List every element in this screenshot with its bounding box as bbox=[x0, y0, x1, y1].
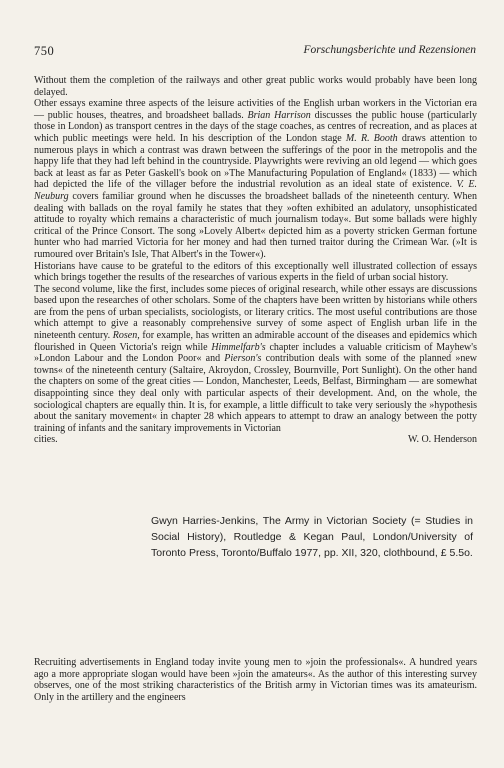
author-name: Himmelfarb's bbox=[211, 341, 266, 353]
author-name: V. E. Neuburg bbox=[34, 179, 477, 202]
paragraph: Historians have cause to be grateful to the editors of this exceptionally well illustrated collection of essays which brings together the results of the researches of various experts in the field of urban social history. bbox=[34, 260, 477, 284]
review-body-1 bbox=[34, 75, 477, 446]
review-body-2 bbox=[34, 657, 477, 703]
signature-line bbox=[34, 434, 477, 446]
page-number: 750 bbox=[34, 44, 55, 58]
author-name: Pierson's bbox=[224, 353, 262, 365]
running-head: Forschungsberichte und Rezensionen bbox=[303, 44, 476, 56]
paragraph: The second volume, like the first, includes some pieces of original research, while other essays are discussions based upon the researches of other scholars. Some of the chapters have been written by historians while others are from the pens of urban specialists, sociologists, or literary critics. The most useful contributions are those which attempt to give a reasonably comprehensive survey of some aspect of English urban life in the nineteenth century. Rosen, for example, has written an admirable account of the diseases and epidemics which flourished in Queen Victoria's reign while Himmelfarb's chapter includes a valuable criticism of Mayhew's »London Labour and the London Poor« and Pierson's contribution deals with some of the planned »new towns« of the nineteenth century (Saltaire, Akroydon, Crossley, Bournville, Port Sunlight). On the other hand the chapters on some of the great cities — London, Manchester, Leeds, Belfast, Birmingham — are somewhat disappointing since they deal only with particular aspects of their development. And, on the whole, the sociological chapters are equally thin. It is, for example, a little difficult to take very seriously the »hypothesis about the sanitary movement« in chapter 28 which appears to attempt to draw an analogy between the potty training of infants and the sanitary improvements in Victorian bbox=[34, 283, 477, 434]
paragraph: Without them the completion of the railways and other great public works would probably have been long delayed. bbox=[34, 75, 477, 98]
author-name: Brian Harrison bbox=[247, 109, 311, 121]
paragraph: Other essays examine three aspects of the leisure activities of the English urban workers in the Victorian era — public houses, theatres, and broadsheet ballads. Brian Harrison discusses the public house (particularly those in London) as transport centres in the days of the stage coaches, as centres of recreation, and as places at which public meetings were held. In his description of the London stage M. R. Booth draws attention to numerous plays in which a contrast was drawn between the sufferings of the poor in the metropolis and the happy life that they had left behind in the countryside. Playwrights were reviving an old legend — which goes back at least as far as Peter Gaskell's book on »The Manufacturing Population of England« (1833) — which had depicted the life of the villager before the industrial revolution as an ideal state of existence. V. E. Neuburg covers familiar ground when he discusses the broadsheet ballads of the nineteenth century. When dealing with ballads on the royal family he states that they »often exhibited an adulatory, unsophisticated attitude to royalty which remains a characteristic of much journalism today«. But some ballads were highly critical of the Prince Consort. The song »Lovely Albert« depicted him as a poverty stricken German fortune hunter who had married Victoria for her money and had then turned traitor during the Crimean War. (»It is rumoured over Britain's Isle, That Albert's in the Tower«). bbox=[34, 98, 478, 260]
book-citation: Gwyn Harries-Jenkins, The Army in Victorian Society (= Studies in Social History), Routledge & Kegan Paul, London/University of Toronto Press, Toronto/Buffalo 1977, pp. XII, 320, clothbound, £ 5.5o. bbox=[151, 515, 473, 559]
author-name: Rosen, bbox=[112, 330, 140, 342]
reviewer-signature: W. O. Henderson bbox=[407, 434, 477, 446]
paragraph-end: cities. bbox=[34, 434, 58, 446]
paragraph: Recruiting advertisements in England today invite young men to »join the professionals«. A hundred years ago a more appropriate slogan would have been »join the amateurs«. As the author of this interesting survey observes, one of the most striking characteristics of the British army in Victorian times was its amateurism. Only in the artillery and the engineers bbox=[34, 657, 477, 703]
author-name: M. R. Booth bbox=[345, 132, 398, 144]
